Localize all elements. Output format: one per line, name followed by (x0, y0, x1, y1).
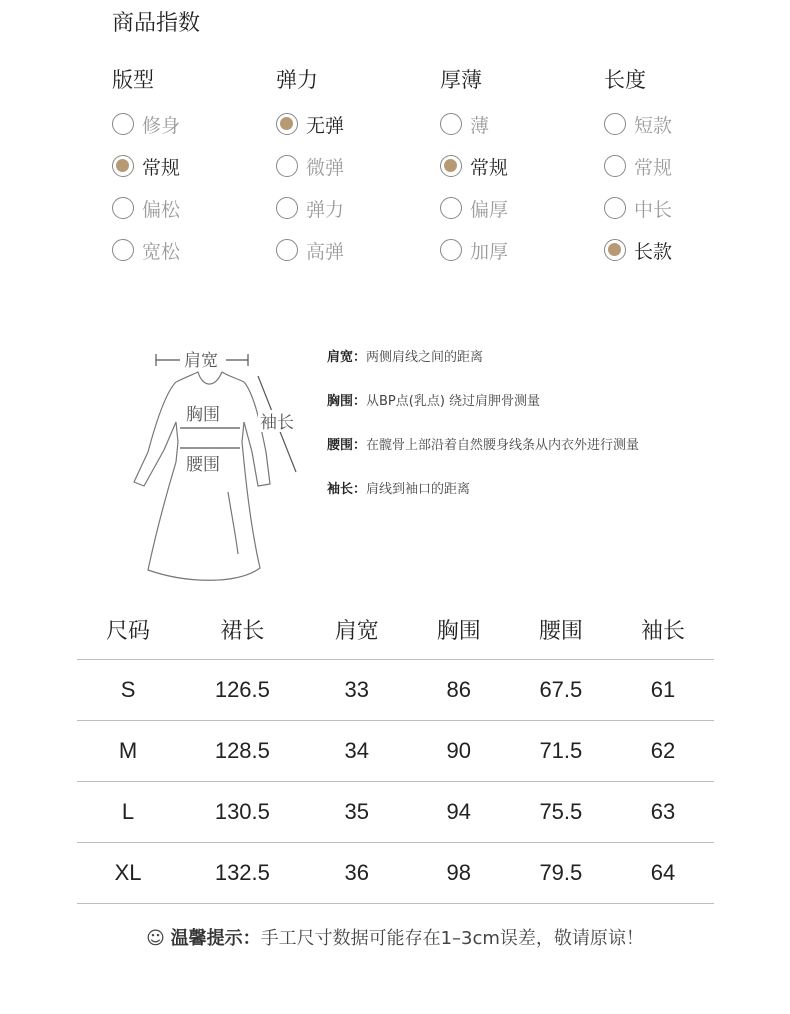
definition-text: 从BP点(乳点) 绕过肩胛骨测量 (366, 394, 541, 409)
measurement-definitions (327, 348, 639, 524)
table-cell: 126.5 (179, 660, 306, 721)
radio-icon[interactable] (276, 155, 298, 177)
radio-option[interactable] (604, 151, 672, 181)
size-cell: S (77, 660, 179, 721)
radio-option[interactable] (440, 235, 508, 265)
attr-heading: 弹力 (276, 68, 318, 92)
option-label: 常规 (470, 156, 509, 179)
shoulder-label: 肩宽 (184, 351, 218, 371)
note-label: 温馨提示： (170, 928, 261, 949)
section-title: 商品指数 (112, 11, 201, 36)
column-header: 袖长 (612, 600, 714, 660)
definition-row (327, 348, 639, 392)
option-label: 薄 (470, 114, 490, 137)
attr-column-length (604, 64, 764, 263)
table-header-row (77, 600, 714, 660)
radio-option[interactable] (440, 151, 508, 181)
radio-option[interactable] (276, 193, 344, 223)
radio-icon[interactable] (276, 113, 298, 135)
table-cell: 79.5 (510, 843, 612, 904)
table-row (77, 660, 714, 721)
option-label: 常规 (142, 156, 181, 179)
radio-option[interactable] (276, 151, 344, 181)
dress-measurement-diagram (128, 342, 308, 582)
table-row (77, 843, 714, 904)
option-label: 偏厚 (470, 198, 509, 221)
table-cell: 75.5 (510, 782, 612, 843)
size-table (77, 600, 714, 904)
radio-option[interactable] (112, 235, 180, 265)
radio-option[interactable] (276, 109, 344, 139)
table-cell: 132.5 (179, 843, 306, 904)
radio-option[interactable] (604, 193, 672, 223)
column-header: 胸围 (408, 600, 510, 660)
attr-column-fit (112, 64, 272, 263)
size-disclaimer (0, 924, 790, 950)
column-header: 尺码 (77, 600, 179, 660)
sleeve-label: 袖长 (260, 413, 294, 433)
table-cell: 35 (306, 782, 408, 843)
option-label: 弹力 (306, 198, 345, 221)
size-cell: M (77, 721, 179, 782)
radio-icon[interactable] (440, 155, 462, 177)
radio-icon[interactable] (604, 239, 626, 261)
definition-row (327, 436, 639, 480)
radio-option[interactable] (440, 109, 489, 139)
definition-row (327, 392, 639, 436)
radio-icon[interactable] (276, 197, 298, 219)
definition-term: 袖长： (327, 482, 367, 497)
option-label: 修身 (142, 114, 181, 137)
radio-icon[interactable] (440, 197, 462, 219)
table-cell: 67.5 (510, 660, 612, 721)
radio-option[interactable] (112, 193, 180, 223)
table-cell: 34 (306, 721, 408, 782)
table-cell: 33 (306, 660, 408, 721)
radio-icon[interactable] (604, 113, 626, 135)
radio-icon[interactable] (112, 197, 134, 219)
definition-term: 腰围： (327, 438, 367, 453)
table-cell: 128.5 (179, 721, 306, 782)
size-cell: L (77, 782, 179, 843)
table-cell: 63 (612, 782, 714, 843)
table-cell: 130.5 (179, 782, 306, 843)
radio-icon[interactable] (112, 113, 134, 135)
size-cell: XL (77, 843, 179, 904)
radio-option[interactable] (604, 109, 672, 139)
attr-heading: 厚薄 (440, 68, 482, 92)
radio-icon[interactable] (276, 239, 298, 261)
radio-icon[interactable] (604, 155, 626, 177)
attr-column-elasticity (276, 64, 436, 263)
radio-icon[interactable] (112, 239, 134, 261)
radio-icon[interactable] (604, 197, 626, 219)
option-label: 微弹 (306, 156, 345, 179)
radio-option[interactable] (604, 235, 672, 265)
table-cell: 71.5 (510, 721, 612, 782)
definition-text: 在髋骨上部沿着自然腰身线条从内衣外进行测量 (366, 438, 640, 453)
attr-heading: 版型 (112, 68, 154, 92)
table-cell: 86 (408, 660, 510, 721)
dress-outline-icon (134, 372, 270, 580)
table-cell: 98 (408, 843, 510, 904)
definition-text: 肩线到袖口的距离 (366, 482, 471, 497)
radio-option[interactable] (112, 109, 180, 139)
table-row (77, 721, 714, 782)
column-header: 裙长 (179, 600, 306, 660)
waist-label: 腰围 (186, 455, 220, 475)
radio-option[interactable] (276, 235, 344, 265)
table-cell: 94 (408, 782, 510, 843)
chest-label: 胸围 (186, 405, 220, 425)
note-text: 手工尺寸数据可能存在1–3cm误差，敬请原谅！ (260, 928, 644, 949)
table-cell: 62 (612, 721, 714, 782)
option-label: 长款 (634, 240, 673, 263)
option-label: 宽松 (142, 240, 181, 263)
table-cell: 90 (408, 721, 510, 782)
option-label: 短款 (634, 114, 673, 137)
definition-text: 两侧肩线之间的距离 (366, 350, 484, 365)
smile-icon: ☺ (146, 928, 165, 949)
radio-option[interactable] (112, 151, 180, 181)
option-label: 中长 (634, 198, 673, 221)
radio-option[interactable] (440, 193, 508, 223)
table-cell: 64 (612, 843, 714, 904)
column-header: 腰围 (510, 600, 612, 660)
definition-row (327, 480, 639, 524)
definition-term: 肩宽： (327, 350, 367, 365)
option-label: 无弹 (306, 114, 345, 137)
option-label: 加厚 (470, 240, 509, 263)
option-label: 偏松 (142, 198, 181, 221)
radio-icon[interactable] (440, 113, 462, 135)
radio-icon[interactable] (440, 239, 462, 261)
column-header: 肩宽 (306, 600, 408, 660)
attr-heading: 长度 (604, 68, 646, 92)
table-cell: 36 (306, 843, 408, 904)
definition-term: 胸围： (327, 394, 367, 409)
option-label: 高弹 (306, 240, 345, 263)
radio-icon[interactable] (112, 155, 134, 177)
option-label: 常规 (634, 156, 673, 179)
attr-column-thickness (440, 64, 600, 263)
table-row (77, 782, 714, 843)
table-cell: 61 (612, 660, 714, 721)
